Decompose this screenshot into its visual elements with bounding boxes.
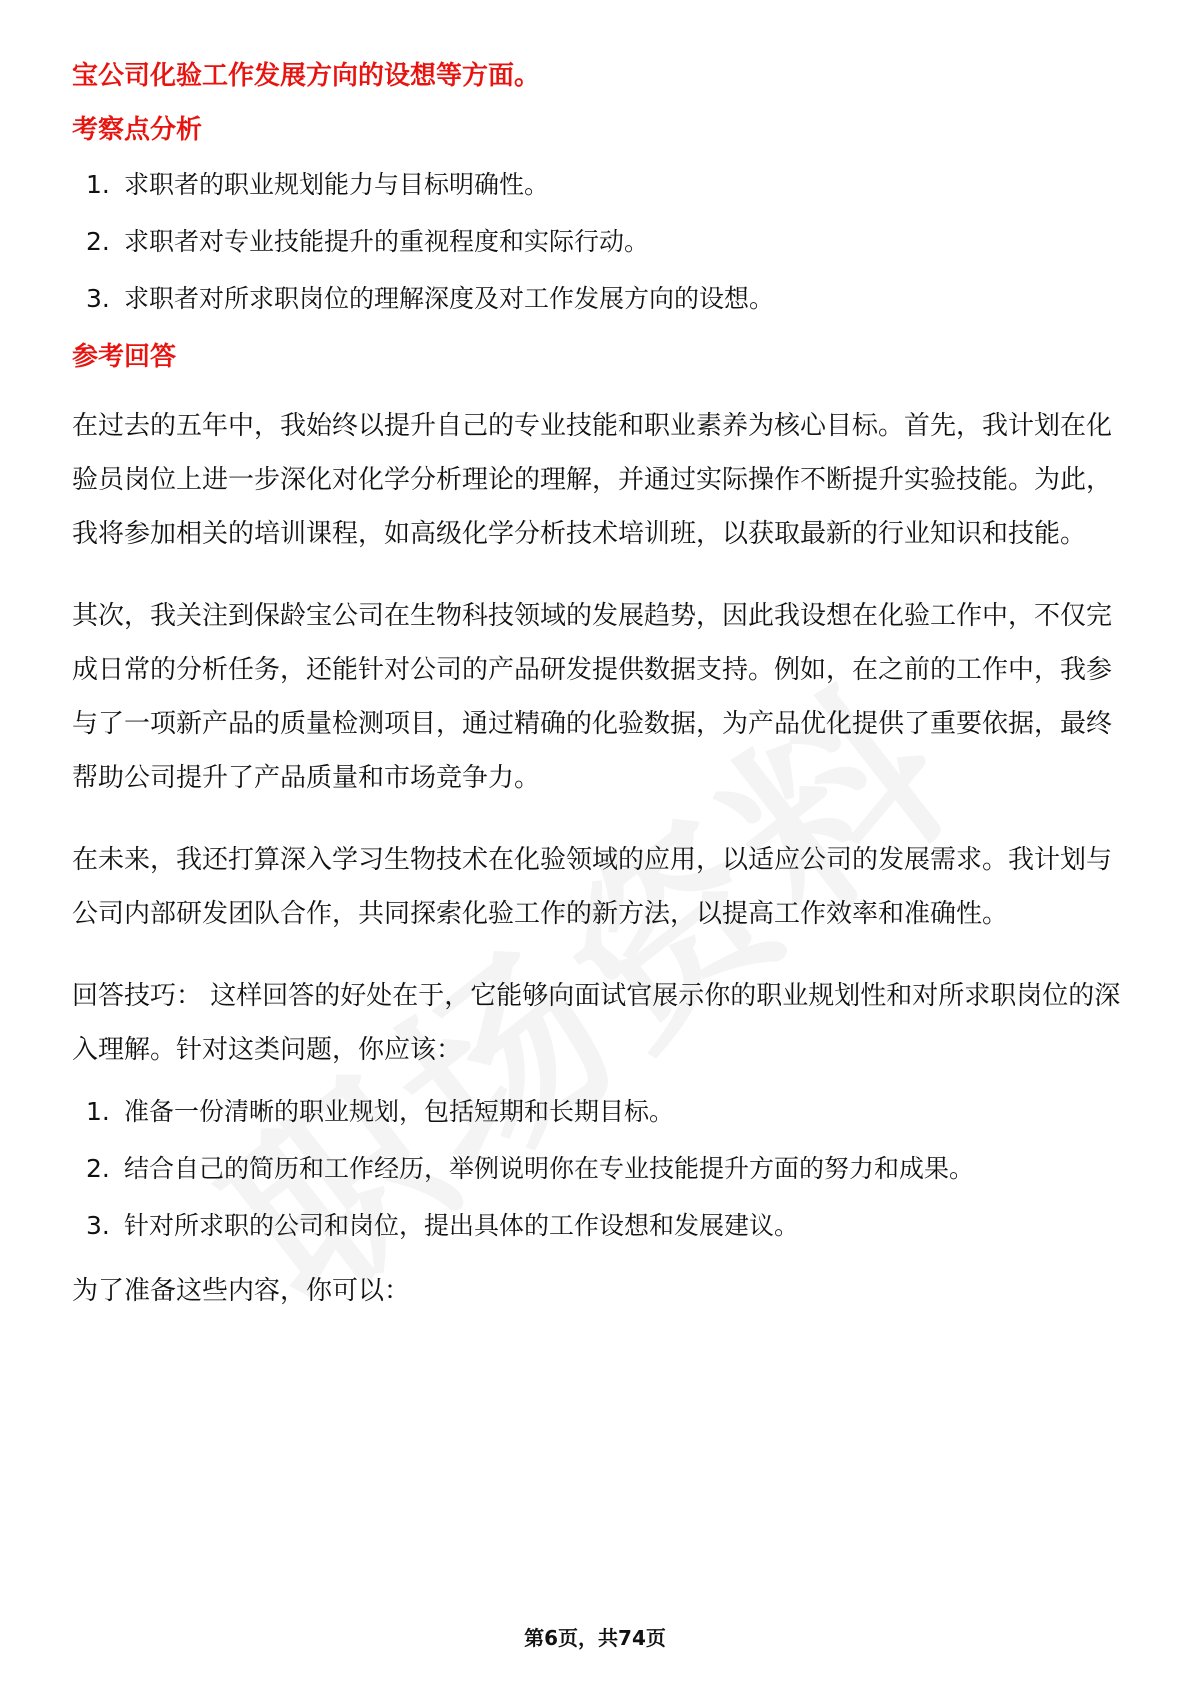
- tips-intro: 回答技巧： 这样回答的好处在于，它能够向面试官展示你的职业规划性和对所求职岗位的深入理解。针对这类问题，你应该：: [72, 981, 1121, 1065]
- list-text: 求职者的职业规划能力与目标明确性。: [124, 170, 550, 199]
- spacer: [72, 941, 1122, 969]
- list-item: [72, 280, 1122, 318]
- tips-list: [72, 1093, 1122, 1245]
- closing-line: 为了准备这些内容，你可以：: [72, 1276, 411, 1306]
- page-content: [72, 56, 1122, 1318]
- analysis-list: [72, 166, 1122, 318]
- list-text: 针对所求职的公司和岗位，提出具体的工作设想和发展建议。: [124, 1211, 800, 1240]
- spacer: [72, 561, 1122, 589]
- list-number: 1.: [86, 1097, 110, 1126]
- list-item: [72, 1207, 1122, 1245]
- list-number: 1.: [86, 170, 110, 199]
- spacer: [72, 377, 1122, 399]
- answer-heading: 参考回答: [72, 342, 177, 372]
- list-number: 3.: [86, 284, 110, 313]
- answer-paragraph-1: 在过去的五年中，我始终以提升自己的专业技能和职业素养为核心目标。首先，我计划在化验员岗位上进一步深化对化学分析理论的理解，并通过实际操作不断提升实验技能。为此，我将参加相关的培训课程，如高级化学分析技术培训班，以获取最新的行业知识和技能。: [72, 411, 1113, 549]
- answer-paragraph-2: 其次，我关注到保龄宝公司在生物科技领域的发展趋势，因此我设想在化验工作中，不仅完成日常的分析任务，还能针对公司的产品研发提供数据支持。例如，在之前的工作中，我参与了一项新产品的质量检测项目，通过精确的化验数据，为产品优化提供了重要依据，最终帮助公司提升了产品质量和市场竞争力。: [72, 601, 1113, 793]
- list-number: 3.: [86, 1211, 110, 1240]
- analysis-heading: 考察点分析: [72, 115, 203, 145]
- list-item: [72, 1150, 1122, 1188]
- list-number: 2.: [86, 227, 110, 256]
- list-item: [72, 223, 1122, 261]
- list-item: [72, 166, 1122, 204]
- list-text: 准备一份清晰的职业规划，包括短期和长期目标。: [124, 1097, 675, 1126]
- list-number: 2.: [86, 1154, 110, 1183]
- list-text: 求职者对专业技能提升的重视程度和实际行动。: [124, 227, 650, 256]
- spacer: [72, 805, 1122, 833]
- intro-line: 宝公司化验工作发展方向的设想等方面。: [72, 61, 541, 91]
- page-footer: 第6页，共74页: [524, 1626, 666, 1650]
- list-text: 求职者对所求职岗位的理解深度及对工作发展方向的设想。: [124, 284, 775, 313]
- answer-paragraph-3: 在未来，我还打算深入学习生物技术在化验领域的应用，以适应公司的发展需求。我计划与公司内部研发团队合作，共同探索化验工作的新方法，以提高工作效率和准确性。: [72, 845, 1113, 929]
- list-text: 结合自己的简历和工作经历，举例说明你在专业技能提升方面的努力和成果。: [124, 1154, 975, 1183]
- list-item: [72, 1093, 1122, 1131]
